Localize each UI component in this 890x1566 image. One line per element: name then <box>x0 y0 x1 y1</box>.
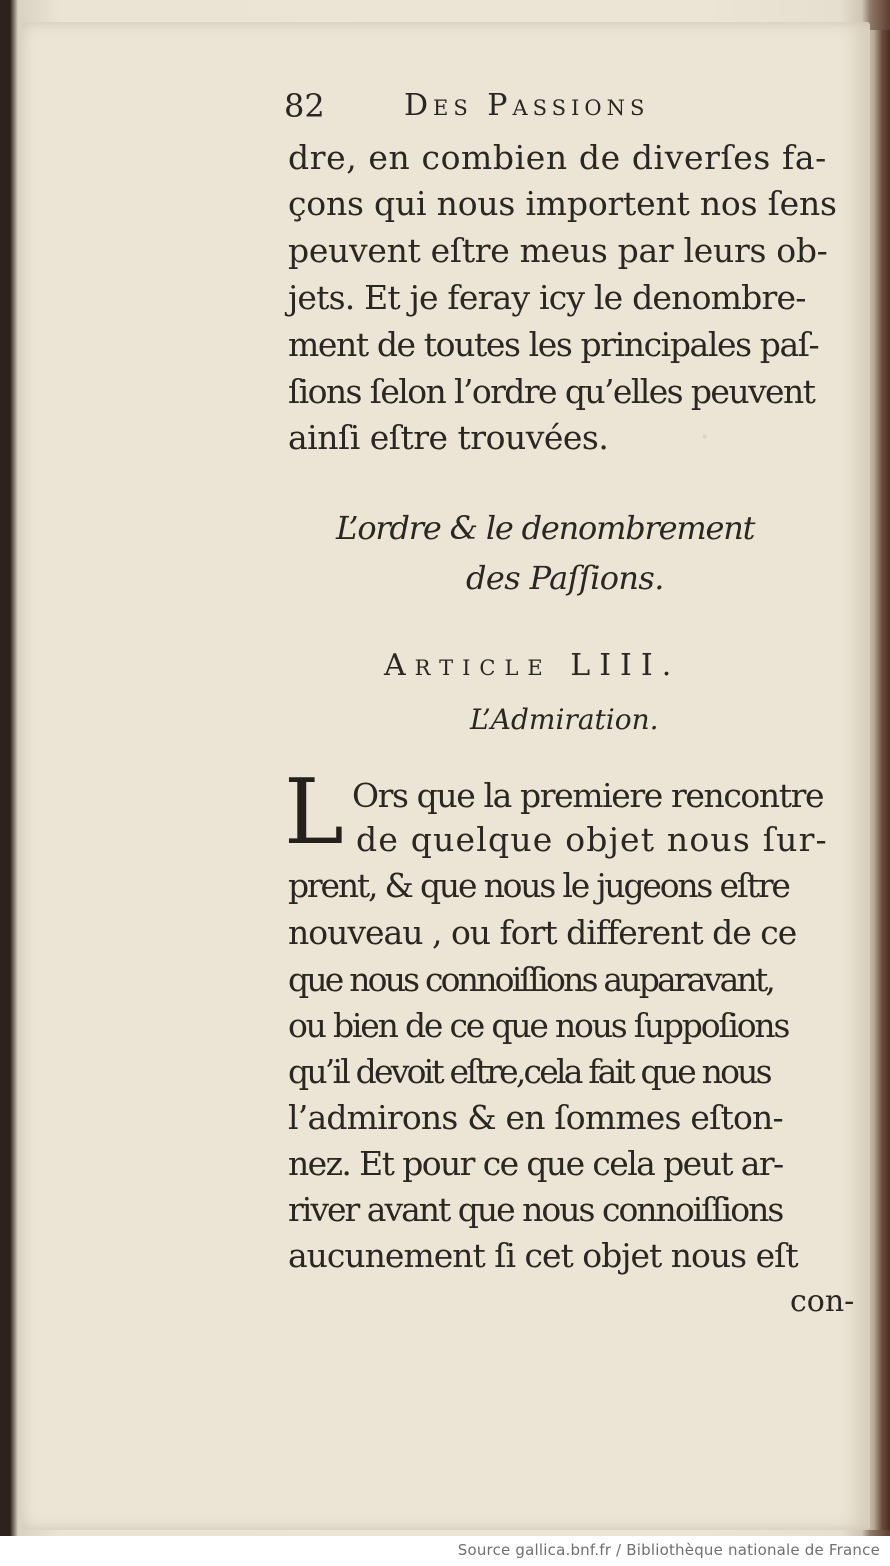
text-line: ment de toutes les principales paſ- <box>288 325 819 364</box>
text-line: çons qui nous importent nos ſens <box>288 184 837 223</box>
next-page-edge <box>868 30 890 1530</box>
page-number: 82 <box>284 87 325 125</box>
bleed-through: · <box>700 420 710 455</box>
source-credit: Source gallica.bnf.fr / Bibliothèque nationale de France <box>457 1541 880 1559</box>
text-line: peuvent eſtre meus par leurs ob- <box>288 231 828 270</box>
text-line: nouveau , ou fort different de ce <box>288 913 797 952</box>
text-line: l’admirons & en ſommes eſton- <box>288 1098 783 1137</box>
text-line: aucunement ſi cet objet nous eſt <box>288 1236 798 1275</box>
running-title: Des Passions <box>404 88 650 123</box>
text-line: de quelque objet nous ſur- <box>356 820 828 859</box>
text-line: dre, en combien de diverſes fa- <box>288 138 827 177</box>
text-line: Ors que la premiere rencontre <box>352 776 824 815</box>
article-subtitle: L’Admiration. <box>470 703 659 736</box>
text-line: ou bien de ce que nous ſuppoſions <box>288 1006 789 1045</box>
text-line: jets. Et je feray icy le denombre- <box>288 278 806 317</box>
catchword: con- <box>790 1284 855 1319</box>
text-line: qu’il devoit eſtre,cela fait que nous <box>288 1052 770 1091</box>
article-title: Article LIII. <box>384 648 681 683</box>
section-heading-line-1: L’ordre & le denombrement <box>336 509 755 547</box>
text-line: ſions ſelon l’ordre qu’elles peuvent <box>288 372 815 411</box>
text-line: ainſi eſtre trouvées. <box>288 418 609 457</box>
text-line: prent, & que nous le jugeons eſtre <box>288 866 789 905</box>
text-line: river avant que nous connoiſſions <box>288 1190 783 1229</box>
text-line: nez. Et pour ce que cela peut ar- <box>288 1144 783 1183</box>
drop-cap: L <box>284 760 344 865</box>
text-line: que nous connoiſſions auparavant, <box>288 960 774 999</box>
section-heading-line-2: des Paſſions. <box>466 559 664 597</box>
